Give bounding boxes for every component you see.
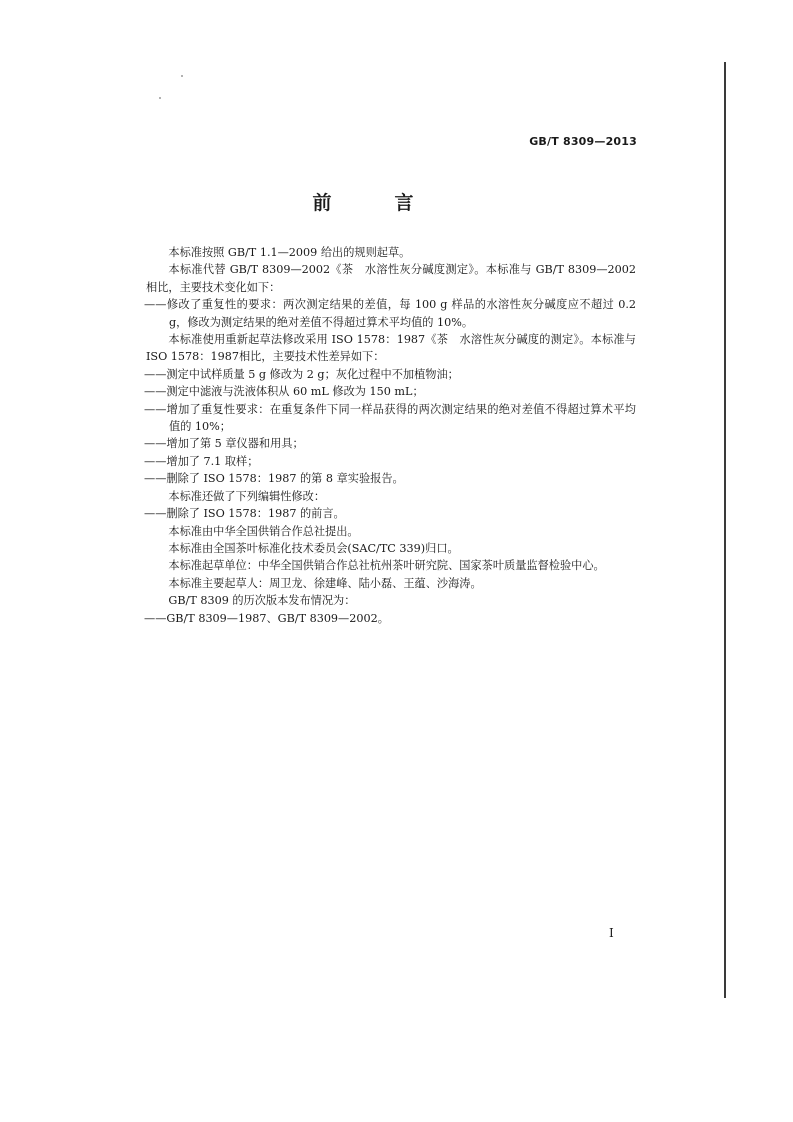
page-number: I [609, 926, 614, 940]
foreword-body [146, 244, 636, 627]
paragraph-version-history: GB/T 8309 的历次版本发布情况为： [168, 594, 356, 608]
list-item: ——增加了 7.1 取样； [144, 454, 259, 468]
list-item: ——修改了重复性的要求：两次测定结果的差值，每 100 g 样品的水溶性灰分碱度应不超过 0.2 g，修改为测定结果的绝对差值不得超过算术平均值的 10%。 [144, 298, 636, 329]
list-item: ——GB/T 8309—1987、GB/T 8309—2002。 [144, 611, 389, 625]
paragraph-proposed-by: 本标准由中华全国供销合作总社提出。 [168, 524, 359, 538]
scan-speck [181, 75, 183, 77]
paragraph-drafters: 本标准主要起草人：周卫龙、徐建峰、陆小磊、王蕴、沙海涛。 [168, 576, 482, 590]
list-item: ——增加了第 5 章仪器和用具； [144, 437, 304, 451]
paragraph-replaces: 本标准代替 GB/T 8309—2002《茶 水溶性灰分碱度测定》。本标准与 GB/T 8309—2002 相比，主要技术变化如下： [146, 263, 636, 294]
paragraph-drafting-rules: 本标准按照 GB/T 1.1—2009 给出的规则起草。 [168, 246, 411, 259]
paragraph-drafting-units: 本标准起草单位：中华全国供销合作总社杭州茶叶研究院、国家茶叶质量监督检验中心。 [168, 559, 605, 573]
list-item: ——测定中滤液与洗液体积从 60 mL 修改为 150 mL； [144, 385, 424, 399]
list-item: ——删除了 ISO 1578：1987 的第 8 章实验报告。 [144, 472, 404, 486]
paragraph-iso-adoption: 本标准使用重新起草法修改采用 ISO 1578：1987《茶 水溶性灰分碱度的测定》。本标准与 ISO 1578：1987相比，主要技术性差异如下： [146, 333, 636, 364]
paragraph-editorial-changes: 本标准还做了下列编辑性修改： [168, 489, 326, 503]
paragraph-under-jurisdiction: 本标准由全国茶叶标准化技术委员会(SAC/TC 339)归口。 [168, 541, 459, 555]
standard-code: GB/T 8309—2013 [529, 135, 637, 148]
list-item: ——删除了 ISO 1578：1987 的前言。 [144, 507, 345, 521]
page-title: 前 言 [312, 192, 436, 214]
scan-speck [159, 97, 161, 99]
list-item: ——测定中试样质量 5 g 修改为 2 g；灰化过程中不加植物油； [144, 367, 459, 381]
list-item: ——增加了重复性要求：在重复条件下同一样品获得的两次测定结果的绝对差值不得超过算术平均值的 10%； [144, 402, 636, 434]
